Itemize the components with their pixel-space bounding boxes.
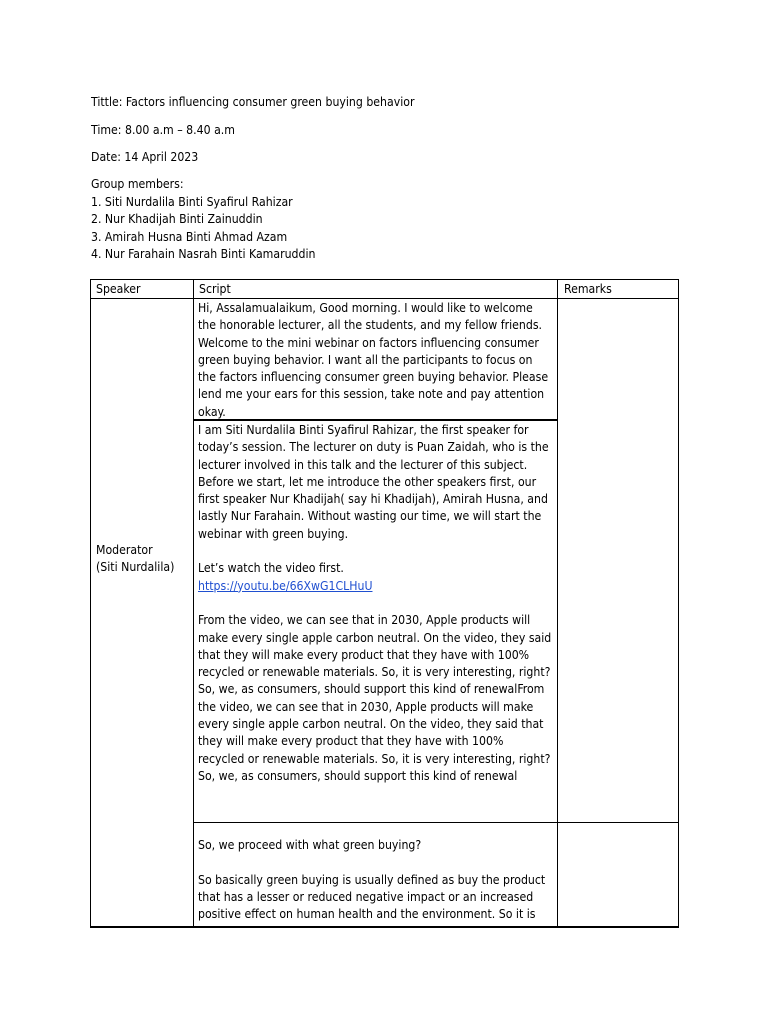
script-opening-text: Hi, Assalamualaikum, Good morning. I would like to welcome the honorable lecturer, all the students, and my fellow friends. Welcome to the mini webinar on factors influencing consumer green buying behavior. I want all the participants to focus on the factors influencing consumer green buying behavior. Please lend me your ears for this session, take note and pay attention okay. (198, 301, 549, 419)
script-opening (198, 300, 553, 421)
member-item: 2. Nur Khadijah Binti Zainuddin (91, 212, 263, 226)
column-divider (557, 279, 558, 928)
video-prompt: Let’s watch the video first. (198, 561, 344, 576)
table-border-right (678, 279, 679, 928)
session-time: Time: 8.00 a.m – 8.40 a.m (91, 123, 235, 137)
video-summary: From the video, we can see that in 2030, Apple products will make every single apple carbon neutral. On the video, they said that they will make every product that they have with 100% recycled or renewable materials. So, it is very interesting, right? So, we, as consumers, should support this kind of renewalFrom the video, we can see that in 2030, Apple products will make every single apple carbon neutral. On the video, they said that they will make every product that they have with 100% recycled or renewable materials. So, it is very interesting, right? So, we, as consumers, should support this kind of renewal (198, 613, 552, 783)
script-table (90, 279, 679, 928)
group-members-label: Group members: (91, 177, 184, 191)
session-date: Date: 14 April 2023 (91, 150, 199, 164)
table-border-left (90, 279, 91, 928)
member-item: 1. Siti Nurdalila Binti Syafirul Rahizar (91, 194, 293, 209)
header-speaker: Speaker (96, 282, 141, 296)
header-remarks: Remarks (564, 282, 612, 296)
document-title: Tittle: Factors influencing consumer green buying behavior (91, 95, 415, 109)
video-link[interactable]: https://youtu.be/66XwG1CLHuU (198, 578, 373, 593)
row-divider (193, 822, 679, 823)
header-script: Script (199, 282, 231, 296)
introduction-text: I am Siti Nurdalila Binti Syafirul Rahizar, the first speaker for today’s session. The lecturer on duty is Puan Zaidah, who is the lecturer involved in this talk and the lecturer of this subject. Before we start, let me introduce the other speakers first, our first speaker Nur Khadijah( say hi Khadijah), Amirah Husna, and lastly Nur Farahain. Without wasting our time, we will start the webinar with green buying. (198, 423, 549, 541)
definition-text: So basically green buying is usually defined as buy the product that has a lesser or reduced negative impact or an increased positive effect on human health and the environment. So it is (198, 872, 546, 922)
table-border-bottom (90, 926, 679, 928)
column-divider (193, 279, 194, 928)
speaker-cell (96, 542, 190, 577)
speaker-role: Moderator (96, 543, 153, 557)
member-item: 4. Nur Farahain Nasrah Binti Kamaruddin (91, 247, 316, 261)
member-item: 3. Amirah Husna Binti Ahmad Azam (91, 229, 288, 244)
table-border-top (90, 279, 679, 280)
script-introduction (198, 422, 553, 785)
group-members (91, 176, 315, 264)
script-green-buying (198, 837, 553, 923)
speaker-name: (Siti Nurdalila) (96, 560, 175, 575)
proceed-text: So, we proceed with what green buying? (198, 838, 422, 852)
